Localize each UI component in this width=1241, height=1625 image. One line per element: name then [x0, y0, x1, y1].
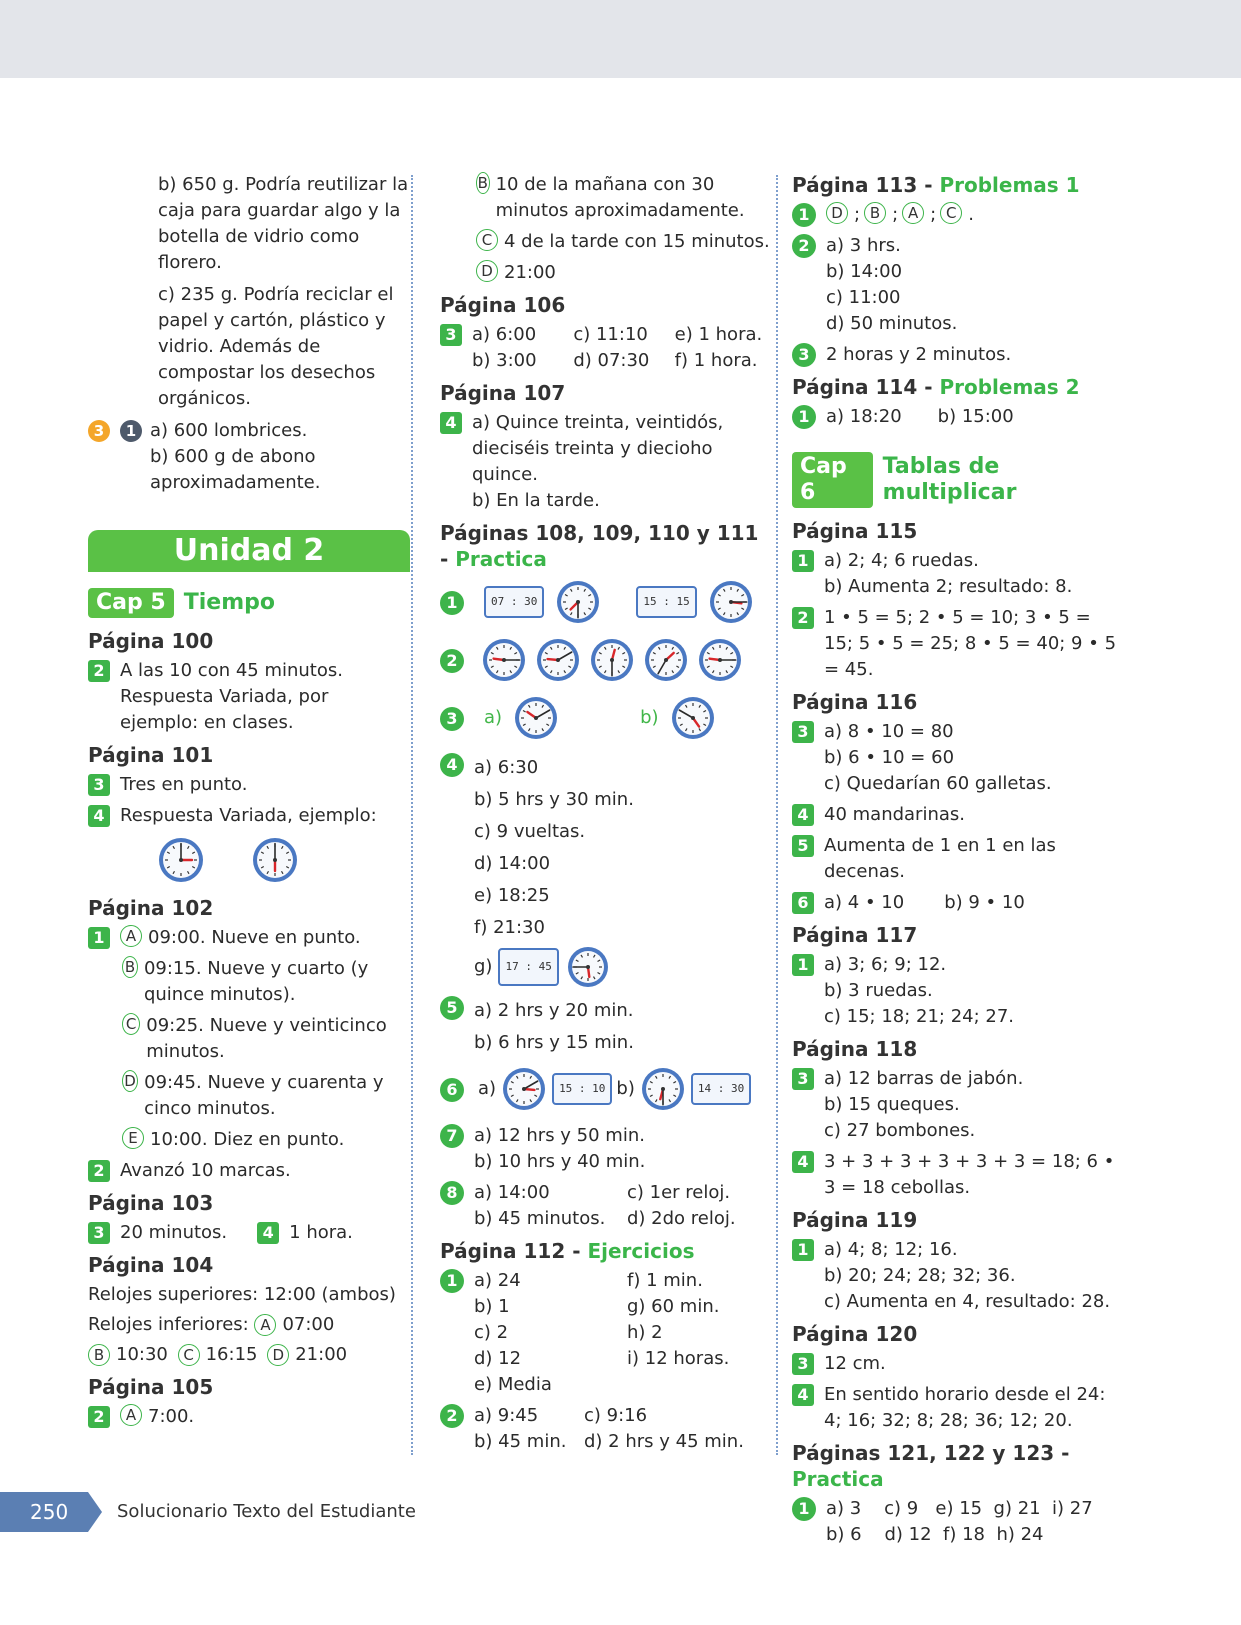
page-heading: Página 107 [440, 381, 566, 405]
answer-row: 3 2 horas y 2 minutos. [792, 342, 1122, 368]
answer-row: 1 a) 3 c) 9 e) 15 g) 21 i) 27 b) 6 d) 12 f) 18 h) 24 [792, 1496, 1122, 1548]
page-heading: Página 106 [440, 293, 566, 317]
answer-b: b) 650 g. Podría reutilizar la caja para guardar algo y la botella de vidrio como florero. [158, 174, 409, 273]
column-2 [440, 172, 770, 1460]
practice-3: 3 a) b) [440, 694, 770, 742]
answer-row: 3 a) 6:00 c) 11:10 e) 1 hora. b) 3:00 d) 07:30 f) 1 hora. [440, 322, 770, 374]
clock-icon [669, 694, 717, 742]
digital-clock: 07 : 30 [484, 586, 544, 618]
clock-icon [639, 1065, 687, 1113]
column-1 [88, 172, 410, 1435]
page-number: 250 [30, 1500, 69, 1524]
answer-line: Relojes inferiores: A 07:00 [88, 1314, 335, 1335]
answer-row: 2 a) 3 hrs. b) 14:00 c) 11:00 d) 50 minutos. [792, 233, 1122, 337]
column-separator [776, 175, 778, 1455]
practice-1: 1 07 : 30 15 : 15 [440, 578, 770, 626]
answer-row: D 09:45. Nueve y cuarenta y cinco minutos. [88, 1070, 410, 1122]
page-heading: Página 103 [88, 1191, 214, 1215]
clock-icon [480, 636, 528, 684]
answer-row: B 10 de la mañana con 30 minutos aproximadamente. [477, 174, 745, 221]
clock-row [88, 835, 410, 885]
answer-row: 1 a) 4; 8; 12; 16. b) 20; 24; 28; 32; 36. c) Aumenta en 4, resultado: 28. [792, 1237, 1122, 1315]
answer-row: 1 D ; B ; A ; C . [792, 202, 1122, 228]
page-heading: Páginas 108, 109, 110 y 111 - Practica [440, 521, 759, 571]
digital-clock: 15 : 15 [636, 586, 696, 618]
exercise-2: 2 a) 9:45 c) 9:16 b) 45 min. d) 2 hrs y 45 min. [440, 1403, 770, 1455]
header-band [0, 0, 1241, 78]
answer-line: B 10:30 C 16:15 D 21:00 [88, 1342, 410, 1368]
clock-icon [696, 636, 744, 684]
answer-row: 4 En sentido horario desde el 24: 4; 16; 32; 8; 28; 36; 12; 20. [792, 1382, 1122, 1434]
answer-row: 2 A las 10 con 45 minutos. Respuesta Variada, por ejemplo: en clases. [88, 658, 410, 736]
number-badge: 1 [120, 420, 142, 442]
page-heading: Página 116 [792, 690, 918, 714]
practice-7: 7 a) 12 hrs y 50 min. b) 10 hrs y 40 min. [440, 1123, 770, 1175]
answer-row: 5 Aumenta de 1 en 1 en las decenas. [792, 833, 1122, 885]
clock-icon [534, 636, 582, 684]
answer-b: b) 600 g de abono aproximadamente. [150, 446, 321, 493]
column-3 [792, 172, 1122, 1553]
question-3 [88, 418, 410, 496]
answer-row: 4 a) Quince treinta, veintidós, dieciséis treinta y diecioho quince. b) En la tarde. [440, 410, 770, 514]
answer-row: 3 12 cm. [792, 1351, 1122, 1377]
answer-row: 2 Avanzó 10 marcas. [88, 1158, 410, 1184]
page-heading: Página 112 - Ejercicios [440, 1239, 695, 1263]
chapter-title: Tablas de multiplicar [882, 454, 1017, 505]
answer-row: 3 20 minutos. 4 1 hora. [88, 1220, 410, 1246]
clock-icon [588, 636, 636, 684]
number-badge: 3 [88, 420, 110, 442]
answer-row: 1 a) 18:20 b) 15:00 [792, 404, 1122, 430]
digital-clock: 15 : 10 [552, 1073, 612, 1105]
answer-row: D 21:00 [440, 260, 770, 286]
answer-c: c) 235 g. Podría reciclar el papel y cartón, plástico y vidrio. Además de compostar los desechos orgánicos. [158, 284, 394, 409]
chapter-header [792, 452, 1122, 508]
page-heading: Página 115 [792, 519, 918, 543]
answer-row: 2 1 • 5 = 5; 2 • 5 = 10; 3 • 5 = 15; 5 • 5 = 25; 8 • 5 = 40; 9 • 5 = 45. [792, 605, 1122, 683]
answer-row: 2 A 7:00. [88, 1404, 410, 1430]
digital-clock: 17 : 45 [498, 948, 558, 986]
clock-icon [512, 694, 560, 742]
clock-icon [707, 578, 755, 626]
column-separator [411, 175, 413, 1455]
practice-8: 8 a) 14:00 c) 1er reloj. b) 45 minutos. d) 2do reloj. [440, 1180, 770, 1232]
page-heading: Página 120 [792, 1322, 918, 1346]
page-heading: Página 100 [88, 629, 214, 653]
answer-row: 4 40 mandarinas. [792, 802, 1122, 828]
footer-title: Solucionario Texto del Estudiante [117, 1501, 416, 1522]
answer-line: Relojes superiores: 12:00 (ambos) [88, 1284, 396, 1305]
practice-2: 2 [440, 636, 770, 684]
clock-icon [500, 1065, 548, 1113]
answer-row: 3 a) 12 barras de jabón. b) 15 queques. c) 27 bombones. [792, 1066, 1122, 1144]
page-heading: Página 104 [88, 1253, 214, 1277]
answer-row: 1 a) 3; 6; 9; 12. b) 3 ruedas. c) 15; 18; 21; 24; 27. [792, 952, 1122, 1030]
chapter-tag: Cap 6 [792, 452, 873, 508]
page-heading: Página 117 [792, 923, 918, 947]
answer-row: C 4 de la tarde con 15 minutos. [440, 229, 770, 255]
practice-6: 6 a) 15 : 10 b) 14 : 30 [440, 1065, 770, 1113]
answer-row: E 10:00. Diez en punto. [88, 1127, 410, 1153]
answer-row: 1 a) 2; 4; 6 ruedas. b) Aumenta 2; resultado: 8. [792, 548, 1122, 600]
digital-clock: 14 : 30 [691, 1073, 751, 1105]
answer-a: a) 600 lombrices. [150, 420, 308, 441]
clock-icon [642, 636, 690, 684]
answer-row: C 09:25. Nueve y veinticinco minutos. [88, 1013, 410, 1065]
page-heading: Página 113 - Problemas 1 [792, 173, 1080, 197]
practice-4: 4 a) 6:30 b) 5 hrs y 30 min. c) 9 vueltas. d) 14:00 e) 18:25 f) 21:30 g) 17 : 45 [440, 752, 770, 990]
answer-row: 4 Respuesta Variada, ejemplo: [88, 803, 410, 829]
chapter-tag: Cap 5 [88, 588, 174, 618]
unit-banner: Unidad 2 [88, 530, 410, 572]
answer-row: B 09:15. Nueve y cuarto (y quince minutos). [88, 956, 410, 1008]
chapter-header [88, 588, 410, 618]
clock-icon [554, 578, 602, 626]
page-heading: Página 101 [88, 743, 214, 767]
answer-row: 1 A 09:00. Nueve en punto. [88, 925, 410, 951]
answer-row: 4 3 + 3 + 3 + 3 + 3 + 3 = 18; 6 • 3 = 18 cebollas. [792, 1149, 1122, 1201]
page-heading: Página 102 [88, 896, 214, 920]
exercise-1: 1 a) 24 f) 1 min. b) 1 g) 60 min. c) 2 h) 2 d) 12 i) 12 horas. e) Media [440, 1268, 770, 1398]
answer-row: 6 a) 4 • 10 b) 9 • 10 [792, 890, 1122, 916]
footer-arrow [88, 1492, 102, 1532]
page-heading: Página 119 [792, 1208, 918, 1232]
practice-5: 5 a) 2 hrs y 20 min. b) 6 hrs y 15 min. [440, 995, 770, 1059]
clock-icon [156, 835, 206, 885]
clock-icon [250, 835, 300, 885]
answer-row: 3 Tres en punto. [88, 772, 410, 798]
page-heading: Página 118 [792, 1037, 918, 1061]
chapter-title: Tiempo [183, 590, 275, 615]
page-heading: Página 114 - Problemas 2 [792, 375, 1080, 399]
page-heading: Páginas 121, 122 y 123 - Practica [792, 1441, 1070, 1491]
page-heading: Página 105 [88, 1375, 214, 1399]
answer-row: 3 a) 8 • 10 = 80 b) 6 • 10 = 60 c) Quedarían 60 galletas. [792, 719, 1122, 797]
clock-icon [565, 944, 611, 990]
